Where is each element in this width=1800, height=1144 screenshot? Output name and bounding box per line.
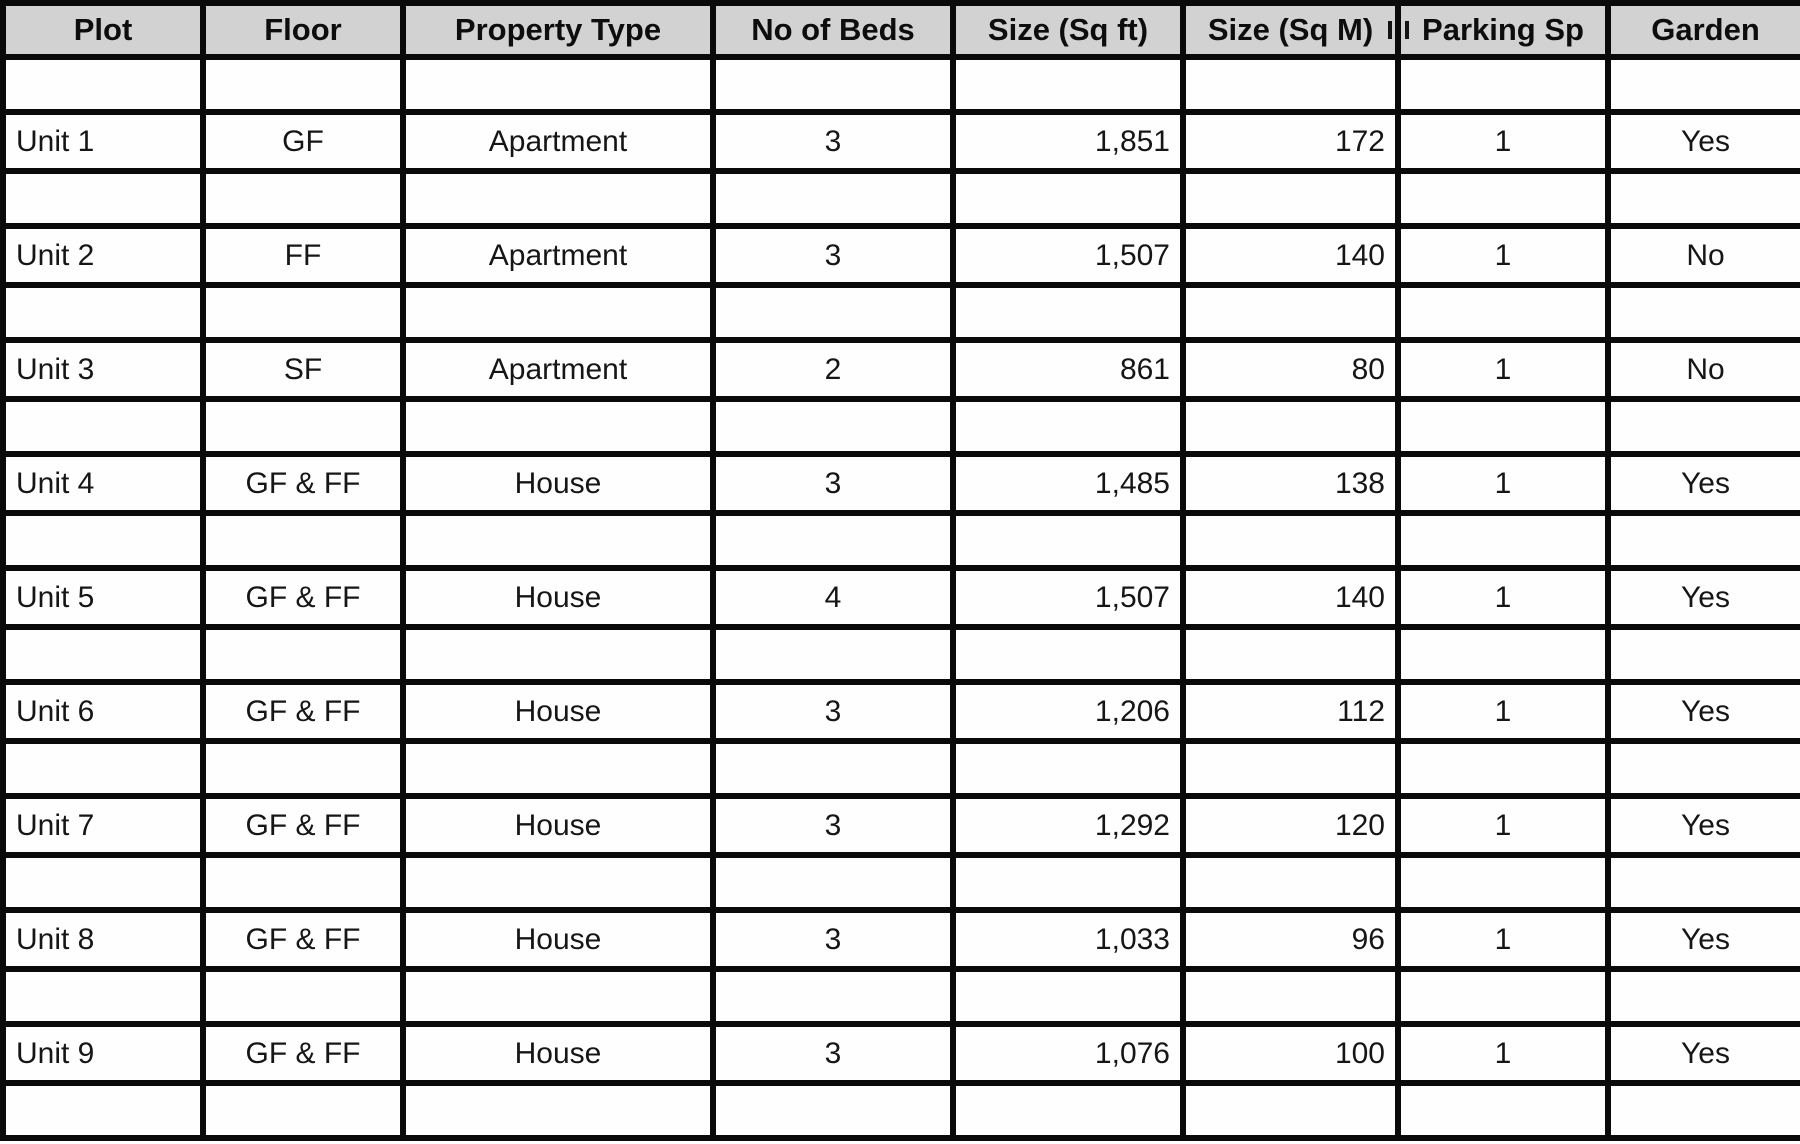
empty-cell: [403, 1083, 713, 1138]
column-header-label: Plot: [73, 12, 133, 47]
cell-property_type: House: [403, 1024, 713, 1083]
column-header-beds: [713, 3, 953, 57]
empty-cell: [3, 399, 203, 454]
cell-parking: 1: [1398, 910, 1608, 969]
empty-cell: [3, 513, 203, 568]
empty-cell: [713, 399, 953, 454]
cell-property_type: House: [403, 796, 713, 855]
cell-property_type: Apartment: [403, 112, 713, 171]
empty-cell: [1398, 1083, 1608, 1138]
column-header-property_type: [403, 3, 713, 57]
table-row: [3, 226, 1800, 285]
cell-plot: Unit 7: [3, 796, 203, 855]
cell-garden: Yes: [1608, 454, 1800, 513]
cell-parking: 1: [1398, 226, 1608, 285]
cell-beds: 3: [713, 910, 953, 969]
cell-garden: No: [1608, 226, 1800, 285]
cell-size_sqft: 1,485: [953, 454, 1183, 513]
cell-property_type: Apartment: [403, 340, 713, 399]
column-header-label: Size (Sq ft): [987, 12, 1149, 47]
cell-size_sqm: 140: [1183, 226, 1398, 285]
column-header-floor: [203, 3, 403, 57]
empty-cell: [1608, 171, 1800, 226]
cell-parking: 1: [1398, 454, 1608, 513]
empty-cell: [203, 969, 403, 1024]
cell-beds: 3: [713, 454, 953, 513]
cell-floor: GF & FF: [203, 568, 403, 627]
empty-cell: [3, 969, 203, 1024]
cell-property_type: House: [403, 454, 713, 513]
empty-cell: [403, 57, 713, 112]
cell-property_type: House: [403, 568, 713, 627]
empty-cell: [203, 399, 403, 454]
column-header-garden: [1608, 3, 1800, 57]
table-row: [3, 910, 1800, 969]
cell-garden: Yes: [1608, 112, 1800, 171]
empty-cell: [203, 285, 403, 340]
cell-garden: No: [1608, 340, 1800, 399]
empty-cell: [203, 1083, 403, 1138]
table-row: [3, 340, 1800, 399]
cell-floor: GF & FF: [203, 796, 403, 855]
cell-floor: GF: [203, 112, 403, 171]
empty-cell: [953, 285, 1183, 340]
cell-beds: 3: [713, 796, 953, 855]
empty-cell: [3, 855, 203, 910]
empty-cell: [1608, 741, 1800, 796]
table-body: [3, 57, 1800, 1138]
empty-cell: [1398, 285, 1608, 340]
spacer-row: [3, 969, 1800, 1024]
empty-cell: [1608, 513, 1800, 568]
spacer-row: [3, 855, 1800, 910]
column-header-label: Size (Sq M): [1207, 12, 1374, 47]
empty-cell: [1398, 741, 1608, 796]
table-row: [3, 568, 1800, 627]
empty-cell: [403, 627, 713, 682]
empty-cell: [713, 513, 953, 568]
cell-parking: 1: [1398, 112, 1608, 171]
empty-cell: [1608, 285, 1800, 340]
cell-parking: 1: [1398, 682, 1608, 741]
empty-cell: [203, 57, 403, 112]
cell-size_sqm: 120: [1183, 796, 1398, 855]
empty-cell: [713, 285, 953, 340]
empty-cell: [953, 855, 1183, 910]
empty-cell: [953, 969, 1183, 1024]
empty-cell: [1398, 513, 1608, 568]
empty-cell: [403, 855, 713, 910]
cell-beds: 3: [713, 682, 953, 741]
column-header-label: Property Type: [454, 12, 662, 47]
cell-size_sqm: 80: [1183, 340, 1398, 399]
empty-cell: [1183, 855, 1398, 910]
spacer-row: [3, 285, 1800, 340]
table-row: [3, 796, 1800, 855]
empty-cell: [203, 855, 403, 910]
cell-garden: Yes: [1608, 682, 1800, 741]
empty-cell: [953, 513, 1183, 568]
cell-size_sqft: 861: [953, 340, 1183, 399]
cell-size_sqft: 1,033: [953, 910, 1183, 969]
cell-parking: 1: [1398, 340, 1608, 399]
table-header: [3, 3, 1800, 57]
cell-plot: Unit 5: [3, 568, 203, 627]
spacer-row: [3, 627, 1800, 682]
empty-cell: [203, 741, 403, 796]
empty-cell: [3, 627, 203, 682]
cell-beds: 3: [713, 112, 953, 171]
empty-cell: [3, 285, 203, 340]
cell-floor: GF & FF: [203, 1024, 403, 1083]
empty-cell: [3, 57, 203, 112]
cell-floor: GF & FF: [203, 910, 403, 969]
cell-plot: Unit 2: [3, 226, 203, 285]
cell-floor: GF & FF: [203, 682, 403, 741]
empty-cell: [1183, 741, 1398, 796]
header-row: [3, 3, 1800, 57]
cell-size_sqm: 112: [1183, 682, 1398, 741]
column-header-size_sqm: [1183, 3, 1398, 57]
spacer-row: [3, 513, 1800, 568]
cell-beds: 3: [713, 1024, 953, 1083]
empty-cell: [953, 171, 1183, 226]
empty-cell: [203, 513, 403, 568]
cell-size_sqm: 96: [1183, 910, 1398, 969]
column-header-parking: [1398, 3, 1608, 57]
empty-cell: [1608, 399, 1800, 454]
empty-cell: [3, 741, 203, 796]
empty-cell: [1398, 171, 1608, 226]
empty-cell: [713, 1083, 953, 1138]
empty-cell: [1183, 513, 1398, 568]
cell-parking: 1: [1398, 796, 1608, 855]
empty-cell: [3, 171, 203, 226]
cell-garden: Yes: [1608, 568, 1800, 627]
cell-size_sqm: 138: [1183, 454, 1398, 513]
empty-cell: [713, 57, 953, 112]
empty-cell: [1183, 57, 1398, 112]
spacer-row: [3, 1083, 1800, 1138]
spacer-row: [3, 171, 1800, 226]
empty-cell: [953, 741, 1183, 796]
cell-size_sqft: 1,507: [953, 226, 1183, 285]
empty-cell: [203, 171, 403, 226]
empty-cell: [403, 741, 713, 796]
empty-cell: [403, 171, 713, 226]
cell-parking: 1: [1398, 568, 1608, 627]
empty-cell: [1608, 1083, 1800, 1138]
spacer-row: [3, 741, 1800, 796]
cell-property_type: House: [403, 910, 713, 969]
empty-cell: [1608, 969, 1800, 1024]
table-row: [3, 454, 1800, 513]
column-header-size_sqft: [953, 3, 1183, 57]
column-header-label: Parking Sp: [1422, 12, 1584, 47]
cell-plot: Unit 1: [3, 112, 203, 171]
cell-size_sqft: 1,507: [953, 568, 1183, 627]
cell-garden: Yes: [1608, 796, 1800, 855]
empty-cell: [713, 627, 953, 682]
empty-cell: [403, 969, 713, 1024]
column-header-label: No of Beds: [751, 12, 915, 47]
spacer-row: [3, 57, 1800, 112]
empty-cell: [1608, 627, 1800, 682]
column-header-label: Garden: [1651, 12, 1760, 47]
cell-property_type: Apartment: [403, 226, 713, 285]
cell-garden: Yes: [1608, 1024, 1800, 1083]
empty-cell: [3, 1083, 203, 1138]
empty-cell: [713, 969, 953, 1024]
table-row: [3, 1024, 1800, 1083]
cell-size_sqft: 1,076: [953, 1024, 1183, 1083]
cell-floor: FF: [203, 226, 403, 285]
cell-floor: SF: [203, 340, 403, 399]
empty-cell: [1183, 1083, 1398, 1138]
cell-size_sqm: 100: [1183, 1024, 1398, 1083]
cell-plot: Unit 9: [3, 1024, 203, 1083]
empty-cell: [713, 171, 953, 226]
empty-cell: [713, 741, 953, 796]
cell-plot: Unit 6: [3, 682, 203, 741]
cell-size_sqm: 140: [1183, 568, 1398, 627]
cell-plot: Unit 8: [3, 910, 203, 969]
empty-cell: [1183, 171, 1398, 226]
empty-cell: [403, 285, 713, 340]
empty-cell: [1608, 855, 1800, 910]
cell-plot: Unit 4: [3, 454, 203, 513]
empty-cell: [1398, 57, 1608, 112]
cell-beds: 4: [713, 568, 953, 627]
cell-size_sqm: 172: [1183, 112, 1398, 171]
empty-cell: [1183, 285, 1398, 340]
cell-beds: 2: [713, 340, 953, 399]
empty-cell: [713, 855, 953, 910]
clipped-text-fragment: [1405, 21, 1409, 39]
empty-cell: [953, 399, 1183, 454]
cell-parking: 1: [1398, 1024, 1608, 1083]
empty-cell: [953, 1083, 1183, 1138]
empty-cell: [1398, 855, 1608, 910]
empty-cell: [403, 513, 713, 568]
empty-cell: [1183, 399, 1398, 454]
column-header-plot: [3, 3, 203, 57]
cell-size_sqft: 1,851: [953, 112, 1183, 171]
clipped-text-fragment: [1388, 21, 1392, 39]
cell-property_type: House: [403, 682, 713, 741]
column-header-label: Floor: [264, 12, 342, 47]
cell-size_sqft: 1,206: [953, 682, 1183, 741]
cell-garden: Yes: [1608, 910, 1800, 969]
spacer-row: [3, 399, 1800, 454]
empty-cell: [953, 57, 1183, 112]
table-row: [3, 682, 1800, 741]
empty-cell: [1398, 399, 1608, 454]
empty-cell: [1183, 969, 1398, 1024]
cell-beds: 3: [713, 226, 953, 285]
table-row: [3, 112, 1800, 171]
empty-cell: [403, 399, 713, 454]
empty-cell: [1183, 627, 1398, 682]
empty-cell: [203, 627, 403, 682]
empty-cell: [1398, 969, 1608, 1024]
cell-plot: Unit 3: [3, 340, 203, 399]
empty-cell: [1398, 627, 1608, 682]
empty-cell: [1608, 57, 1800, 112]
cell-floor: GF & FF: [203, 454, 403, 513]
empty-cell: [953, 627, 1183, 682]
cell-size_sqft: 1,292: [953, 796, 1183, 855]
